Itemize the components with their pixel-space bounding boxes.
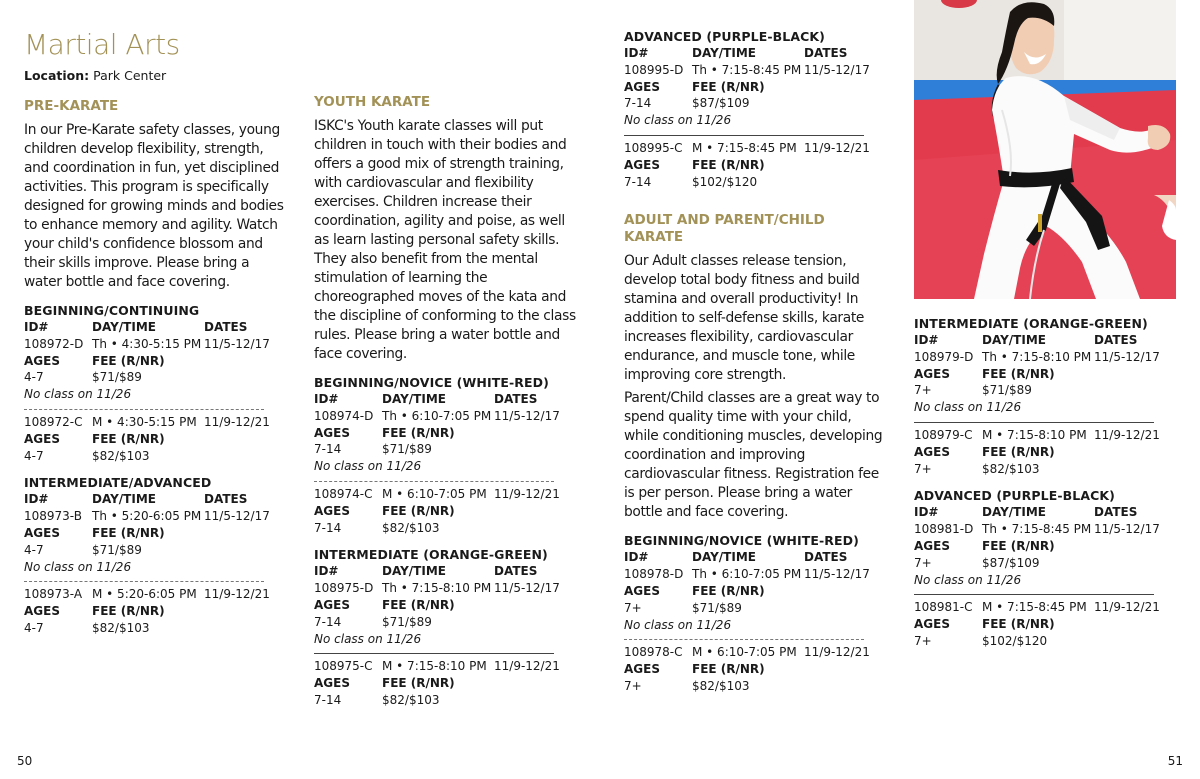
header-dates: DATES (494, 564, 538, 579)
class-listing (24, 414, 286, 464)
class-daytime: Th • 7:15-8:10 PM (382, 581, 492, 596)
class-header-row (314, 563, 576, 580)
class-id: 108973-A (24, 587, 83, 602)
class-fee-row (24, 448, 286, 465)
class-dates: 11/9-12/21 (204, 587, 270, 602)
class-ages: 4-7 (24, 620, 44, 635)
class-fee-header-row (24, 431, 286, 448)
class-ages: 7+ (624, 678, 642, 693)
class-id: 108981-D (914, 522, 974, 537)
class-fee-row (314, 520, 576, 537)
karate-student-photo (914, 0, 1176, 299)
class-fee: $87/$109 (692, 96, 750, 111)
class-separator (914, 422, 1154, 423)
class-fee-row (914, 461, 1176, 478)
class-header-row (314, 391, 576, 408)
header-fee: FEE (R/NR) (692, 79, 765, 94)
class-group (24, 302, 286, 464)
header-fee: FEE (R/NR) (382, 425, 455, 440)
class-daytime: Th • 4:30-5:15 PM (92, 336, 202, 351)
class-fee: $82/$103 (982, 461, 1040, 476)
class-ages: 7+ (914, 383, 932, 398)
class-group-title: BEGINNING/NOVICE (WHITE-RED) (624, 533, 859, 549)
class-fee-header-row (624, 79, 886, 96)
class-listing (314, 563, 576, 647)
class-fee-header-row (314, 425, 576, 442)
class-fee-header-row (624, 583, 886, 600)
class-ages: 7-14 (624, 96, 652, 111)
class-separator (624, 639, 864, 640)
header-dates: DATES (804, 550, 848, 565)
header-fee: FEE (R/NR) (92, 525, 165, 540)
class-group (24, 474, 286, 636)
class-schedule-row (914, 349, 1176, 366)
class-fee-header-row (314, 597, 576, 614)
class-ages: 7-14 (624, 174, 652, 189)
header-fee: FEE (R/NR) (382, 503, 455, 518)
class-note: No class on 11/26 (314, 631, 422, 646)
class-ages: 7-14 (314, 442, 342, 457)
class-schedule-row (914, 599, 1176, 616)
class-daytime: Th • 5:20-6:05 PM (92, 509, 202, 524)
class-id: 108974-D (314, 408, 374, 423)
column-2 (314, 94, 576, 709)
class-ages: 7+ (914, 633, 932, 648)
class-id: 108974-C (314, 486, 373, 501)
class-fee-row (24, 620, 286, 637)
class-daytime: M • 6:10-7:05 PM (692, 645, 797, 660)
class-daytime: M • 6:10-7:05 PM (382, 486, 487, 501)
class-fee-header-row (914, 366, 1176, 383)
class-note: No class on 11/26 (914, 400, 1022, 415)
class-note: No class on 11/26 (914, 572, 1022, 587)
class-schedule-row (624, 62, 886, 79)
class-fee: $102/$120 (982, 633, 1048, 648)
class-header-row (914, 332, 1176, 349)
class-schedule-row (914, 521, 1176, 538)
class-group-title: INTERMEDIATE (ORANGE-GREEN) (914, 316, 1148, 331)
class-daytime: Th • 7:15-8:45 PM (692, 62, 802, 77)
class-fee: $71/$89 (92, 542, 142, 557)
header-ages: AGES (914, 538, 950, 553)
class-id: 108973-B (24, 509, 82, 524)
class-dates: 11/9-12/21 (804, 140, 870, 155)
class-listing (624, 45, 886, 129)
class-dates: 11/5-12/17 (204, 336, 270, 351)
class-separator (914, 594, 1154, 595)
class-fee: $82/$103 (382, 692, 440, 707)
class-note: No class on 11/26 (24, 559, 132, 574)
class-daytime: Th • 7:15-8:10 PM (982, 349, 1092, 364)
class-fee: $82/$103 (692, 678, 750, 693)
class-id: 108995-C (624, 140, 683, 155)
class-listing (24, 586, 286, 636)
class-header-row (24, 319, 286, 336)
class-fee-row (914, 633, 1176, 650)
header-dates: DATES (1094, 333, 1138, 347)
location-label: Location: (24, 68, 90, 83)
class-fee-row (624, 174, 886, 191)
page-number-right: 51 (1167, 754, 1183, 768)
class-fee-header-row (914, 538, 1176, 555)
class-schedule-row (624, 140, 886, 157)
header-ages: AGES (914, 444, 950, 459)
section-description-prekarate: In our Pre-Karate safety classes, young children develop flexibility, strength, and coordination in fun, yet disciplined activities. This program is specifically designed for growing minds and bodies to enhance memory and agility. Watch your child's confidence blossom and their skills improve. Please bring a water bottle and face covering. (24, 122, 284, 290)
class-separator (24, 581, 264, 582)
class-group (624, 532, 886, 694)
section-heading-prekarate: PRE-KARATE (24, 98, 119, 114)
class-groups-adult-intermediate-advanced (914, 315, 1176, 650)
header-fee: FEE (R/NR) (982, 366, 1055, 381)
header-dates: DATES (804, 46, 848, 60)
header-daytime: DAY/TIME (92, 320, 156, 334)
class-dates: 11/9-12/21 (1094, 427, 1160, 442)
header-id: ID# (624, 46, 649, 60)
class-fee-row (624, 678, 886, 695)
header-ages: AGES (624, 157, 660, 172)
section-description-adult-1: Our Adult classes release tension, develop total body fitness and build stamina and overall productivity! In addition to self-defense skills, karate increases flexibility, cardiovascular endurance, and muscle tone, while improving core strength. (624, 253, 865, 384)
header-fee: FEE (R/NR) (692, 583, 765, 598)
class-ages: 7+ (624, 600, 642, 615)
header-ages: AGES (624, 583, 660, 598)
class-fee-header-row (314, 503, 576, 520)
class-groups-prekarate (24, 302, 286, 637)
class-id: 108979-D (914, 349, 974, 364)
class-daytime: M • 7:15-8:10 PM (982, 427, 1087, 442)
class-header-row (24, 491, 286, 508)
class-dates: 11/9-12/21 (494, 659, 560, 674)
class-fee: $71/$89 (692, 600, 742, 615)
class-listing (314, 486, 576, 536)
class-group-title: ADVANCED (PURPLE-BLACK) (914, 488, 1115, 504)
header-dates: DATES (494, 392, 538, 406)
header-fee: FEE (R/NR) (382, 676, 455, 691)
class-ages: 7-14 (314, 614, 342, 629)
class-id: 108978-D (624, 567, 684, 582)
header-ages: AGES (24, 604, 60, 619)
location-value: Park Center (93, 68, 167, 83)
class-schedule-row (24, 508, 286, 525)
class-daytime: M • 7:15-8:45 PM (692, 140, 797, 155)
class-group-title: BEGINNING/CONTINUING (24, 303, 200, 318)
class-listing (314, 658, 576, 708)
header-fee: FEE (R/NR) (982, 538, 1055, 553)
column-1 (24, 28, 286, 637)
karate-kick-illustration (914, 0, 1176, 299)
class-ages: 7+ (914, 461, 932, 476)
class-listing (24, 319, 286, 403)
class-daytime: Th • 6:10-7:05 PM (692, 567, 802, 582)
class-fee: $82/$103 (92, 448, 150, 463)
header-fee: FEE (R/NR) (92, 604, 165, 619)
header-ages: AGES (24, 431, 60, 446)
header-ages: AGES (24, 525, 60, 540)
class-groups-youth (314, 374, 576, 709)
class-fee-header-row (914, 616, 1176, 633)
header-id: ID# (624, 550, 649, 565)
header-id: ID# (314, 564, 339, 579)
class-id: 108981-C (914, 600, 973, 615)
class-ages: 4-7 (24, 370, 44, 385)
header-daytime: DAY/TIME (692, 46, 756, 60)
class-fee-row (24, 369, 286, 386)
header-daytime: DAY/TIME (382, 564, 446, 579)
class-dates: 11/9-12/21 (804, 645, 870, 660)
class-fee: $71/$89 (382, 442, 432, 457)
header-daytime: DAY/TIME (692, 550, 756, 565)
class-id: 108995-D (624, 62, 684, 77)
class-separator (24, 409, 264, 410)
location-line (24, 68, 286, 84)
header-id: ID# (24, 320, 49, 334)
class-ages: 4-7 (24, 542, 44, 557)
class-schedule-row (24, 336, 286, 353)
class-dates: 11/5-12/17 (804, 62, 870, 77)
class-dates: 11/5-12/17 (494, 581, 560, 596)
class-group (314, 546, 576, 708)
class-group-title: ADVANCED (PURPLE-BLACK) (624, 29, 825, 44)
section-description-adult-2: Parent/Child classes are a great way to spend quality time with your child, while conditioning muscles, developing coordination and improving cardiovascular fitness. Registration fee is per person. Please bring a water bottle and face covering. (624, 390, 883, 521)
class-separator (314, 481, 554, 482)
class-listing (914, 599, 1176, 649)
header-id: ID# (24, 492, 49, 507)
header-id: ID# (914, 333, 939, 347)
class-ages: 4-7 (24, 448, 44, 463)
class-id: 108975-D (314, 581, 374, 596)
class-header-row (914, 504, 1176, 521)
header-daytime: DAY/TIME (982, 505, 1046, 520)
header-fee: FEE (R/NR) (982, 444, 1055, 459)
class-listing (624, 644, 886, 694)
class-dates: 11/9-12/21 (1094, 600, 1160, 615)
page-number-left: 50 (17, 754, 33, 768)
class-daytime: M • 4:30-5:15 PM (92, 414, 197, 429)
class-fee: $71/$89 (382, 614, 432, 629)
class-dates: 11/5-12/17 (804, 567, 870, 582)
class-listing (24, 491, 286, 575)
class-fee: $87/$109 (982, 555, 1040, 570)
class-listing (624, 549, 886, 633)
class-header-row (624, 549, 886, 566)
class-schedule-row (314, 486, 576, 503)
class-note: No class on 11/26 (24, 387, 132, 402)
header-daytime: DAY/TIME (382, 392, 446, 406)
section-description-youth: ISKC's Youth karate classes will put children in touch with their bodies and offers a good mix of strength training, with cardiovascular and flexibility exercises. Children increase their coordination, agility and poise, as well as learn lasting personal safety skills. They also benefit from the mental stimulation of learning the choreographed moves of the kata and the discipline of conforming to the class rules. Please bring a water bottle and face covering. (314, 118, 576, 362)
class-fee-row (314, 692, 576, 709)
class-fee-header-row (914, 444, 1176, 461)
header-dates: DATES (204, 320, 248, 334)
class-schedule-row (24, 586, 286, 603)
class-id: 108979-C (914, 427, 973, 442)
page-title: Martial Arts (24, 28, 180, 61)
header-id: ID# (314, 392, 339, 406)
class-group (314, 374, 576, 536)
header-ages: AGES (314, 503, 350, 518)
class-schedule-row (314, 580, 576, 597)
class-listing (914, 332, 1176, 416)
class-dates: 11/5-12/17 (1094, 349, 1160, 364)
header-id: ID# (914, 505, 939, 520)
class-daytime: M • 5:20-6:05 PM (92, 587, 197, 602)
class-fee-header-row (24, 603, 286, 620)
class-group (914, 487, 1176, 649)
column-4 (914, 315, 1176, 650)
class-schedule-row (624, 644, 886, 661)
class-fee-header-row (624, 661, 886, 678)
class-group (624, 28, 886, 190)
class-fee-header-row (24, 525, 286, 542)
class-ages: 7-14 (314, 692, 342, 707)
class-fee-header-row (24, 353, 286, 370)
class-schedule-row (314, 658, 576, 675)
class-id: 108972-C (24, 414, 83, 429)
class-id: 108972-D (24, 336, 84, 351)
class-fee-header-row (624, 157, 886, 174)
class-ages: 7+ (914, 555, 932, 570)
header-daytime: DAY/TIME (982, 333, 1046, 347)
header-fee: FEE (R/NR) (92, 431, 165, 446)
class-schedule-row (24, 414, 286, 431)
class-listing (624, 140, 886, 190)
class-id: 108975-C (314, 659, 373, 674)
class-listing (914, 427, 1176, 477)
column-3 (624, 28, 886, 695)
header-ages: AGES (314, 597, 350, 612)
header-daytime: DAY/TIME (92, 492, 156, 507)
class-fee-row (314, 441, 576, 458)
class-daytime: M • 7:15-8:10 PM (382, 659, 487, 674)
class-fee-row (624, 95, 886, 112)
header-dates: DATES (204, 492, 248, 507)
header-ages: AGES (24, 353, 60, 368)
class-id: 108978-C (624, 645, 683, 660)
class-groups-adult-beginning (624, 532, 886, 694)
class-fee: $82/$103 (382, 520, 440, 535)
class-fee: $71/$89 (982, 383, 1032, 398)
class-group-youth-advanced (624, 28, 886, 190)
section-heading-adult: ADULT AND PARENT/CHILD KARATE (624, 212, 825, 246)
class-fee-row (914, 555, 1176, 572)
class-schedule-row (314, 408, 576, 425)
class-fee-row (314, 614, 576, 631)
header-dates: DATES (1094, 505, 1138, 520)
header-fee: FEE (R/NR) (92, 353, 165, 368)
class-schedule-row (624, 566, 886, 583)
header-ages: AGES (914, 617, 950, 632)
class-dates: 11/9-12/21 (494, 486, 560, 501)
class-separator (624, 135, 864, 136)
class-note: No class on 11/26 (624, 113, 732, 128)
class-dates: 11/5-12/17 (494, 408, 560, 423)
class-note: No class on 11/26 (314, 459, 422, 474)
header-fee: FEE (R/NR) (982, 617, 1055, 632)
class-listing (914, 504, 1176, 588)
class-dates: 11/5-12/17 (1094, 522, 1160, 537)
class-group-title: BEGINNING/NOVICE (WHITE-RED) (314, 375, 549, 390)
class-separator (314, 653, 554, 654)
class-group-title: INTERMEDIATE/ADVANCED (24, 475, 212, 491)
section-heading-youth: YOUTH KARATE (314, 94, 431, 110)
class-daytime: Th • 7:15-8:45 PM (982, 522, 1092, 537)
class-fee-row (624, 600, 886, 617)
class-group-title: INTERMEDIATE (ORANGE-GREEN) (314, 547, 548, 563)
header-fee: FEE (R/NR) (692, 662, 765, 677)
header-ages: AGES (624, 79, 660, 94)
class-group (914, 315, 1176, 477)
header-ages: AGES (314, 425, 350, 440)
class-daytime: M • 7:15-8:45 PM (982, 600, 1087, 615)
header-fee: FEE (R/NR) (692, 157, 765, 172)
class-dates: 11/9-12/21 (204, 414, 270, 429)
class-fee-row (914, 382, 1176, 399)
class-ages: 7-14 (314, 520, 342, 535)
class-header-row (624, 45, 886, 62)
header-ages: AGES (314, 676, 350, 691)
class-fee: $102/$120 (692, 174, 758, 189)
class-listing (314, 391, 576, 475)
class-note: No class on 11/26 (624, 617, 732, 632)
class-dates: 11/5-12/17 (204, 509, 270, 524)
class-fee-row (24, 542, 286, 559)
header-ages: AGES (914, 366, 950, 381)
class-fee: $71/$89 (92, 370, 142, 385)
class-schedule-row (914, 427, 1176, 444)
class-fee: $82/$103 (92, 620, 150, 635)
class-daytime: Th • 6:10-7:05 PM (382, 408, 492, 423)
class-fee-header-row (314, 675, 576, 692)
header-ages: AGES (624, 662, 660, 677)
header-fee: FEE (R/NR) (382, 597, 455, 612)
